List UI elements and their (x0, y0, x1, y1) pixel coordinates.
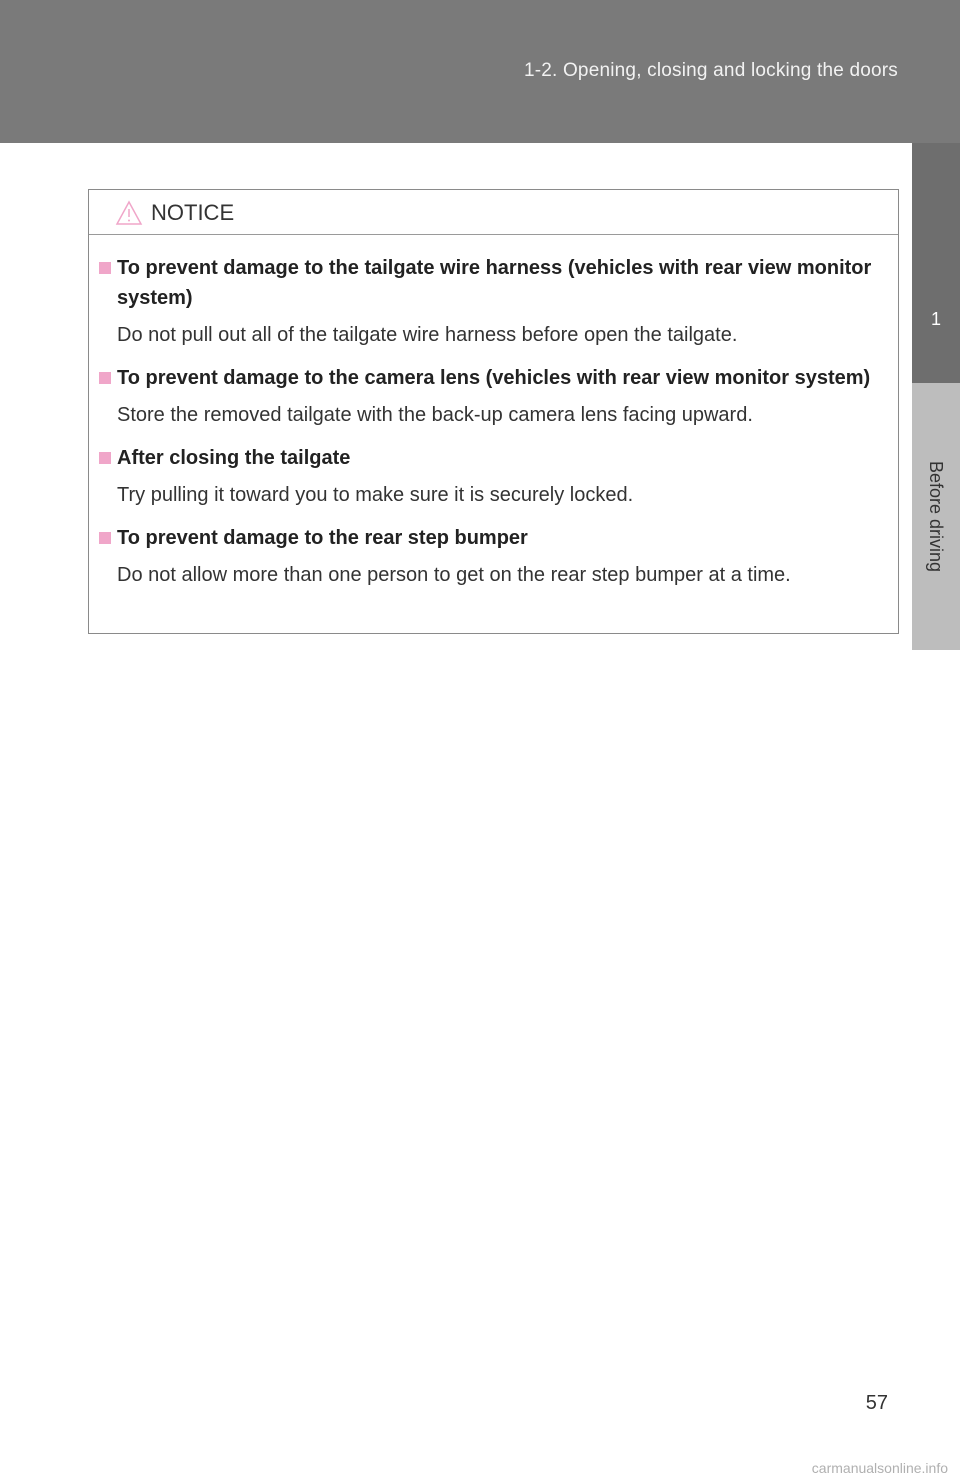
notice-item (99, 523, 888, 589)
notice-item (99, 363, 888, 429)
notice-item-body: Try pulling it toward you to make sure it is securely locked. (117, 484, 634, 506)
square-bullet-icon (99, 452, 111, 464)
page-number: 57 (865, 1392, 888, 1414)
notice-item-body: Do not allow more than one person to get on the rear step bumper at a time. (117, 564, 791, 586)
notice-items (89, 235, 898, 589)
side-tab-number-block (912, 143, 960, 383)
notice-box (88, 189, 899, 634)
side-tab-label-wrapper (912, 383, 960, 650)
notice-item-heading-text: To prevent damage to the tailgate wire harness (vehicles with rear view monitor system) (117, 257, 872, 309)
notice-item-heading-text: To prevent damage to the rear step bumper (117, 527, 528, 549)
square-bullet-icon (99, 262, 111, 274)
notice-item (99, 443, 888, 509)
notice-title: NOTICE (151, 200, 235, 225)
warning-triangle-icon (115, 200, 143, 226)
notice-item-body: Store the removed tailgate with the back-up camera lens facing upward. (117, 404, 753, 426)
notice-item-heading-text: To prevent damage to the camera lens (vehicles with rear view monitor system) (117, 367, 871, 389)
notice-item-heading-text: After closing the tailgate (117, 447, 351, 469)
section-title: 1-2. Opening, closing and locking the doors (523, 60, 898, 81)
watermark: carmanualsonline.info (811, 1460, 948, 1476)
notice-item-heading (99, 253, 888, 313)
side-tab-label: Before driving (926, 460, 947, 573)
notice-item-body: Do not pull out all of the tailgate wire harness before open the tailgate. (117, 324, 738, 346)
notice-item-heading (99, 523, 888, 553)
side-tab-number: 1 (930, 309, 941, 329)
notice-item (99, 253, 888, 349)
notice-item-heading (99, 443, 888, 473)
notice-item-heading (99, 363, 888, 393)
notice-header (89, 190, 898, 235)
square-bullet-icon (99, 372, 111, 384)
square-bullet-icon (99, 532, 111, 544)
